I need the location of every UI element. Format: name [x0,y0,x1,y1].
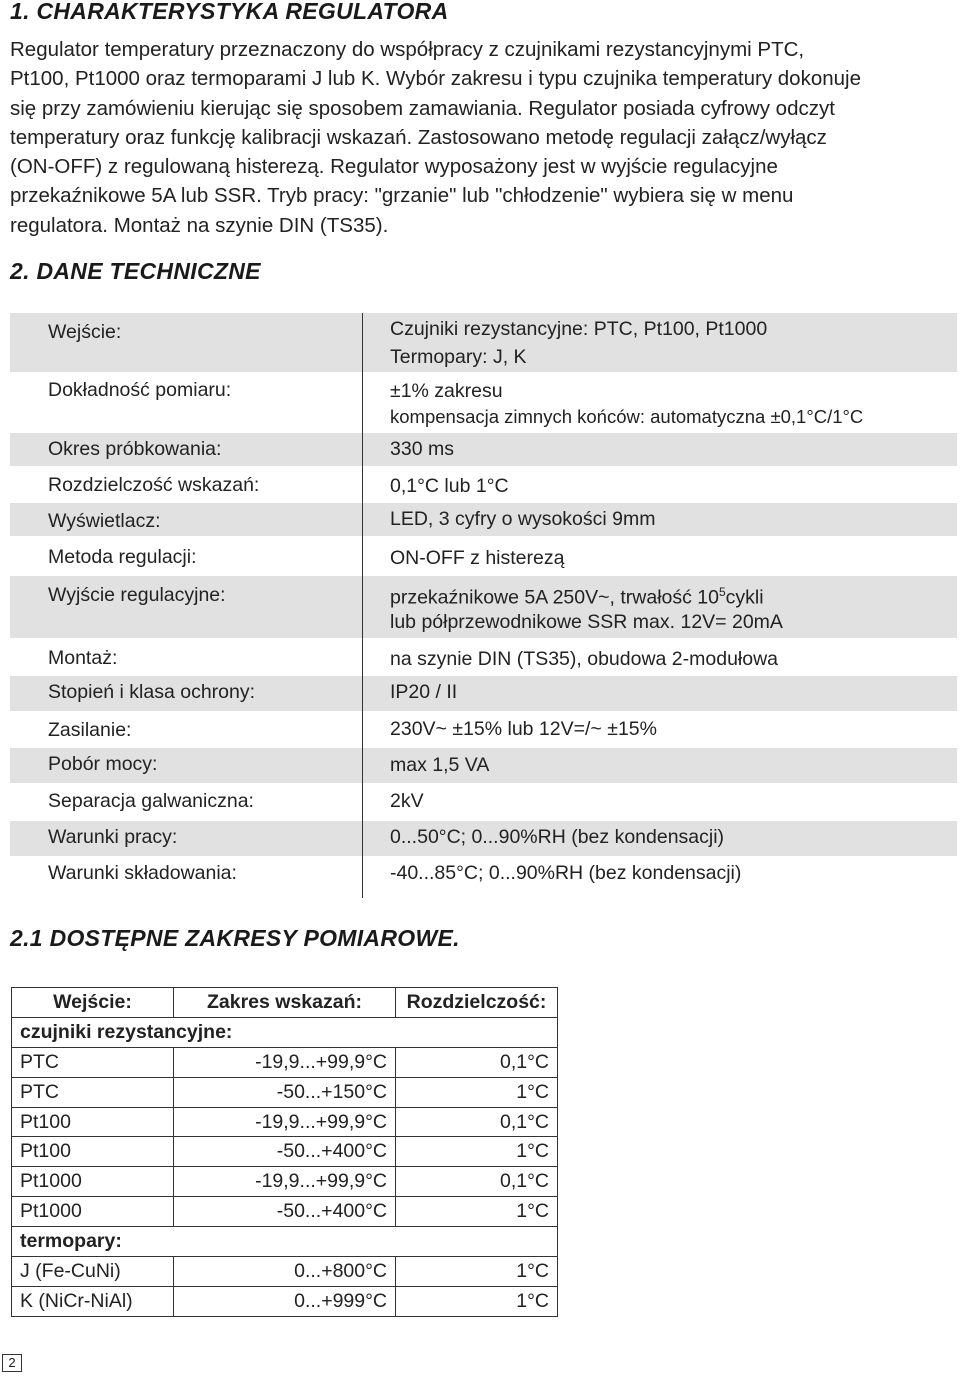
description-line: regulatora. Montaż na szynie DIN (TS35). [10,213,389,237]
table-header-row [12,988,558,1018]
spec-value-part: cykli [725,586,764,609]
technical-data-table [10,313,957,898]
spec-label-method: Metoda regulacji: [48,546,197,568]
cell-input: K (NiCr-NiAl) [12,1286,174,1316]
cell-range: -50...+400°C [174,1197,396,1227]
spec-label-display: Wyświetlacz: [48,510,161,532]
description-line: temperatury oraz funkcję kalibracji wskazań. Zastosowano metodę regulacji załącz/wyłącz [10,125,827,149]
group-label: termopary: [12,1227,558,1257]
spec-value: max 1,5 VA [390,754,490,776]
spec-value: ±1% zakresu [390,380,503,402]
spec-value: kompensacja zimnych końców: automatyczna ±0,1°C/1°C [390,406,864,427]
cell-resolution: 1°C [396,1286,558,1316]
cell-resolution: 1°C [396,1257,558,1287]
group-row [12,1017,558,1047]
cell-range: -19,9...+99,9°C [174,1167,396,1197]
spec-value: 2kV [390,790,424,812]
table-row [12,1286,558,1316]
spec-value: 0,1°C lub 1°C [390,475,509,497]
cell-resolution: 0,1°C [396,1047,558,1077]
table-row [12,1137,558,1167]
spec-value: 330 ms [390,438,454,460]
spec-label-operating: Warunki pracy: [48,826,178,848]
spec-label-accuracy: Dokładność pomiaru: [48,379,232,401]
cell-resolution: 1°C [396,1077,558,1107]
spec-value [390,578,764,612]
description-line: przekaźnikowe 5A lub SSR. Tryb pracy: "grzanie" lub "chłodzenie" wybiera się w menu [10,184,794,208]
description-line: Pt100, Pt1000 oraz termoparami J lub K. Wybór zakresu i typu czujnika temperatury dokonuje [10,67,861,91]
cell-range: 0...+800°C [174,1257,396,1287]
table-row [12,1107,558,1137]
cell-resolution: 0,1°C [396,1107,558,1137]
cell-input: Pt1000 [12,1197,174,1227]
description-line: Regulator temperatury przeznaczony do współpracy z czujnikami rezystancyjnymi PTC, [10,38,805,61]
measurement-ranges-table [11,987,558,1317]
group-row [12,1227,558,1257]
table-row [12,1077,558,1107]
spec-value: 0...50°C; 0...90%RH (bez kondensacji) [390,826,725,848]
page-number: 2 [2,1354,22,1372]
spec-value: -40...85°C; 0...90%RH (bez kondensacji) [390,862,742,884]
spec-label-isolation: Separacja galwaniczna: [48,790,254,812]
column-header: Wejście: [12,988,174,1018]
spec-label-protection: Stopień i klasa ochrony: [48,681,256,703]
cell-resolution: 1°C [396,1137,558,1167]
spec-label-consumption: Pobór mocy: [48,753,158,775]
spec-value: Termopary: J, K [390,346,527,368]
table-row [12,1167,558,1197]
cell-range: -50...+400°C [174,1137,396,1167]
cell-input: PTC [12,1077,174,1107]
cell-range: -19,9...+99,9°C [174,1107,396,1137]
table-row [12,1047,558,1077]
spec-value-part: przekaźnikowe 5A 250V~, trwałość 10 [390,586,719,609]
spec-value: na szynie DIN (TS35), obudowa 2-modułowa [390,648,779,670]
spec-label-sampling: Okres próbkowania: [48,438,222,460]
column-header: Zakres wskazań: [174,988,396,1018]
cell-range: -19,9...+99,9°C [174,1047,396,1077]
description-line: się przy zamówieniu kierując się sposobem zamawiania. Regulator posiada cyfrowy odczyt [10,96,835,120]
spec-value: 230V~ ±15% lub 12V=/~ ±15% [390,718,657,740]
spec-value: Czujniki rezystancyjne: PTC, Pt100, Pt1000 [390,318,768,340]
spec-value: LED, 3 cyfry o wysokości 9mm [390,508,656,530]
spec-label-storage: Warunki składowania: [48,862,237,884]
table-row [12,1257,558,1287]
description-line: (ON-OFF) z regulowaną histerezą. Regulator wyposażony jest w wyjście regulacyjne [10,155,778,179]
cell-resolution: 0,1°C [396,1167,558,1197]
cell-input: Pt1000 [12,1167,174,1197]
table-row [12,1197,558,1227]
cell-resolution: 1°C [396,1197,558,1227]
column-divider [362,313,363,898]
spec-value: lub półprzewodnikowe SSR max. 12V= 20mA [390,611,783,633]
spec-label-resolution: Rozdzielczość wskazań: [48,474,260,496]
column-header: Rozdzielczość: [396,988,558,1018]
cell-range: -50...+150°C [174,1077,396,1107]
spec-value: ON-OFF z histerezą [390,547,565,569]
cell-input: J (Fe-CuNi) [12,1257,174,1287]
superscript: 5 [718,585,726,599]
cell-input: Pt100 [12,1137,174,1167]
section-1-description [10,35,955,240]
section-2-1-heading: 2.1 DOSTĘPNE ZAKRESY POMIAROWE. [10,925,460,951]
spec-label-output: Wyjście regulacyjne: [48,584,226,606]
section-2-heading: 2. DANE TECHNICZNE [10,258,261,284]
spec-label-mounting: Montaż: [48,647,118,669]
spec-label-input: Wejście: [48,321,122,343]
section-1-heading: 1. CHARAKTERYSTYKA REGULATORA [10,0,449,24]
cell-input: Pt100 [12,1107,174,1137]
cell-range: 0...+999°C [174,1286,396,1316]
spec-value: IP20 / II [390,681,458,703]
cell-input: PTC [12,1047,174,1077]
spec-label-power: Zasilanie: [48,719,132,741]
group-label: czujniki rezystancyjne: [12,1017,558,1047]
